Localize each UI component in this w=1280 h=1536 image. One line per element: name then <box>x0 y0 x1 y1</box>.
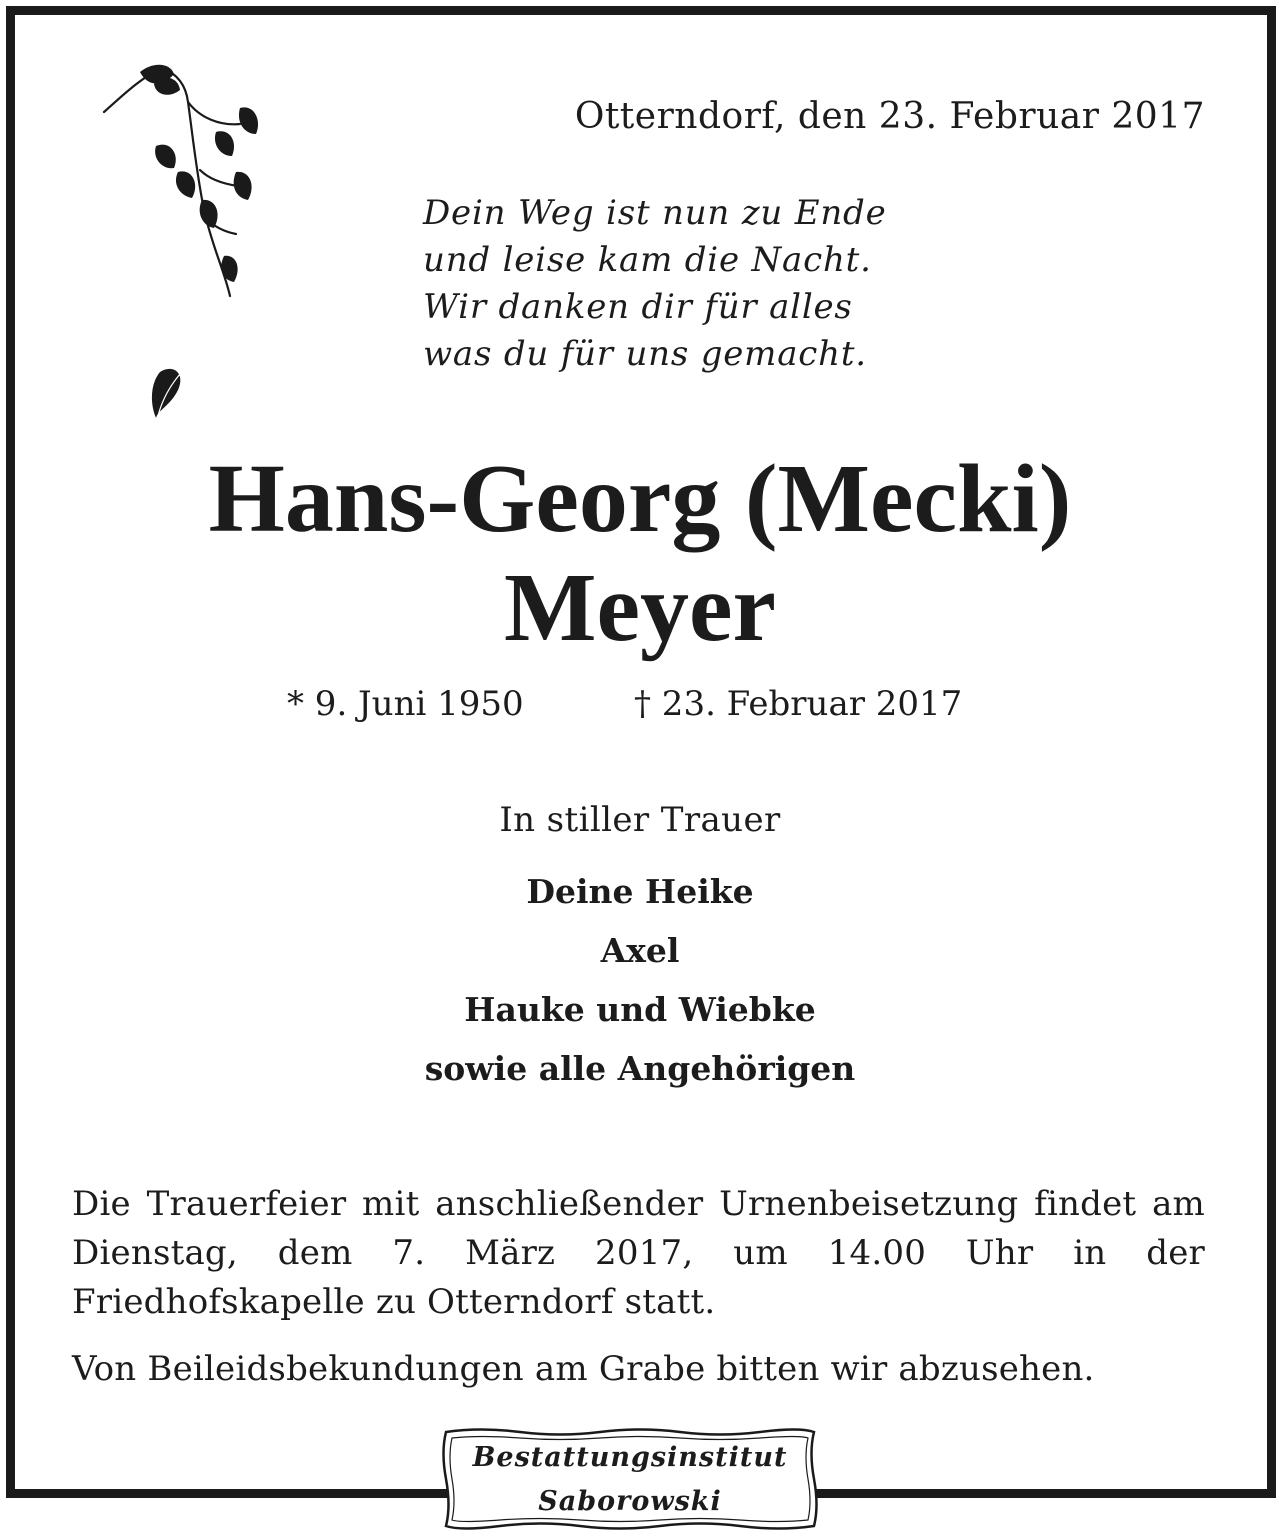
family-member: Axel <box>600 931 680 970</box>
family-member: Hauke und Wiebke <box>464 990 816 1029</box>
birth-date: * 9. Juni 1950 <box>287 684 524 724</box>
poem <box>423 190 887 378</box>
funeral-home-name: Bestattungsinstitut <box>472 1442 788 1473</box>
deceased-name-line2: Meyer <box>504 554 776 662</box>
funeral-home-stamp <box>440 1426 820 1532</box>
condolence-note: Von Beileidsbekundungen am Grabe bitten wir abzusehen. <box>72 1349 1095 1389</box>
place-and-date: Otterndorf, den 23. Februar 2017 <box>574 96 1205 137</box>
family-list <box>0 862 1280 1098</box>
ceremony-text: Die Trauerfeier mit anschließender Urnenbeisetzung findet am Dienstag, dem 7. März 2017, um 14.00 Uhr in der Friedhofskapelle zu Otterndorf statt. <box>72 1184 1205 1322</box>
family-member: Deine Heike <box>526 872 754 911</box>
deceased-name-line1: Hans-Georg (Mecki) <box>208 445 1072 553</box>
poem-line: Wir danken dir für alles <box>423 287 853 327</box>
funeral-home-owner: Saborowski <box>538 1486 722 1517</box>
poem-line: was du für uns gemacht. <box>423 334 867 374</box>
birch-branch-icon <box>100 60 280 430</box>
poem-line: und leise kam die Nacht. <box>423 240 872 280</box>
death-date: † 23. Februar 2017 <box>634 684 963 724</box>
family-member: sowie alle Angehörigen <box>424 1049 856 1088</box>
poem-line: Dein Weg ist nun zu Ende <box>423 193 887 233</box>
mourning-intro: In stiller Trauer <box>499 800 781 840</box>
